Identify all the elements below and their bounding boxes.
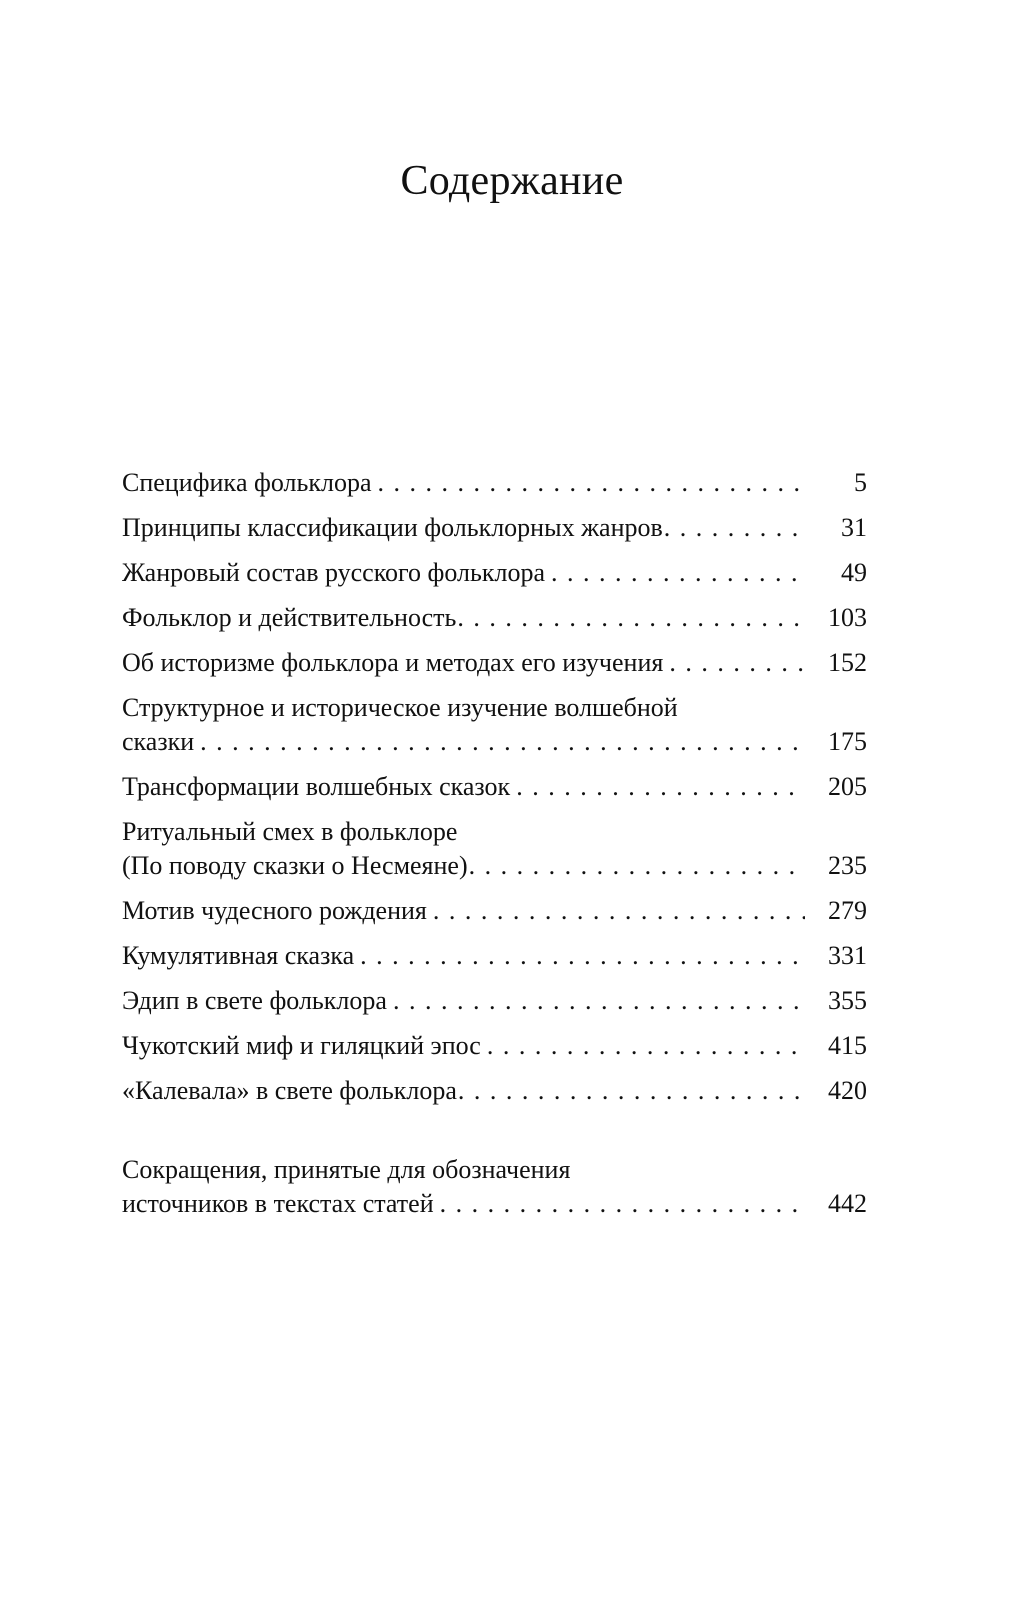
toc-entry-label: Трансформации волшебных сказок <box>122 772 511 801</box>
dot-leader <box>458 1074 805 1100</box>
toc-entry[interactable] <box>122 1074 867 1108</box>
toc-entry-page: 420 <box>828 1076 867 1105</box>
toc-entry-page: 152 <box>828 648 867 677</box>
toc-entry-label: Жанровый состав русского фольклора <box>122 558 546 587</box>
toc-entry[interactable] <box>122 894 867 928</box>
toc-entry-page: 5 <box>854 468 867 497</box>
toc-entry-label: Принципы классификации фольклорных жанров <box>122 513 663 542</box>
toc-entry[interactable] <box>122 466 867 500</box>
toc-entry-page: 235 <box>828 851 867 880</box>
dot-leader <box>457 601 805 627</box>
toc-entry-page: 331 <box>828 941 867 970</box>
dot-leader <box>378 466 805 492</box>
toc-entry-page: 415 <box>828 1031 867 1060</box>
toc-entry-label-line1: Структурное и историческое изучение волшебной <box>122 693 678 722</box>
toc-entry-label-line2: сказки <box>122 727 195 756</box>
toc-entry-page: 442 <box>828 1189 867 1218</box>
dot-leader <box>440 1187 805 1213</box>
toc-list <box>122 466 867 1232</box>
dot-leader <box>360 939 805 965</box>
dot-leader <box>469 849 805 875</box>
toc-entry-label-line2: источников в текстах статей <box>122 1189 434 1218</box>
dot-leader <box>551 556 805 582</box>
toc-entry[interactable] <box>122 1029 867 1063</box>
toc-entry[interactable] <box>122 1153 867 1221</box>
toc-entry-label: Об историзме фольклора и методах его изучения <box>122 648 664 677</box>
dot-leader <box>200 725 805 751</box>
toc-entry-label: Кумулятивная сказка <box>122 941 355 970</box>
toc-entry-page: 175 <box>828 727 867 756</box>
toc-entry-page: 355 <box>828 986 867 1015</box>
toc-entry-page: 279 <box>828 896 867 925</box>
toc-entry-label: «Калевала» в свете фольклора <box>122 1076 457 1105</box>
toc-entry[interactable] <box>122 939 867 973</box>
toc-entry-label: Эдип в свете фольклора <box>122 986 387 1015</box>
toc-entry-label-line2: (По поводу сказки о Несмеяне) <box>122 851 468 880</box>
toc-entry-label: Фольклор и действительность <box>122 603 457 632</box>
page-title: Содержание <box>400 158 624 204</box>
toc-entry-page: 205 <box>828 772 867 801</box>
toc-entry[interactable] <box>122 815 867 883</box>
toc-entry[interactable] <box>122 770 867 804</box>
dot-leader <box>516 770 805 796</box>
toc-entry-label-line1: Ритуальный смех в фольклоре <box>122 817 458 846</box>
toc-entry-page: 103 <box>828 603 867 632</box>
dot-leader <box>669 646 805 672</box>
toc-entry[interactable] <box>122 556 867 590</box>
toc-entry[interactable] <box>122 984 867 1018</box>
toc-entry[interactable] <box>122 511 867 545</box>
toc-entry-label: Мотив чудесного рождения <box>122 896 427 925</box>
toc-entry[interactable] <box>122 691 867 759</box>
toc-entry-page: 49 <box>841 558 867 587</box>
toc-entry-label: Чукотский миф и гиляцкий эпос <box>122 1031 481 1060</box>
dot-leader <box>433 894 805 920</box>
toc-entry-label: Спецификa фольклора <box>122 468 372 497</box>
dot-leader <box>393 984 805 1010</box>
dot-leader <box>664 511 805 537</box>
toc-entry[interactable] <box>122 646 867 680</box>
toc-entry-label-line1: Сокращения, принятые для обозначения <box>122 1155 571 1184</box>
toc-entry[interactable] <box>122 601 867 635</box>
toc-entry-page: 31 <box>841 513 867 542</box>
dot-leader <box>487 1029 805 1055</box>
